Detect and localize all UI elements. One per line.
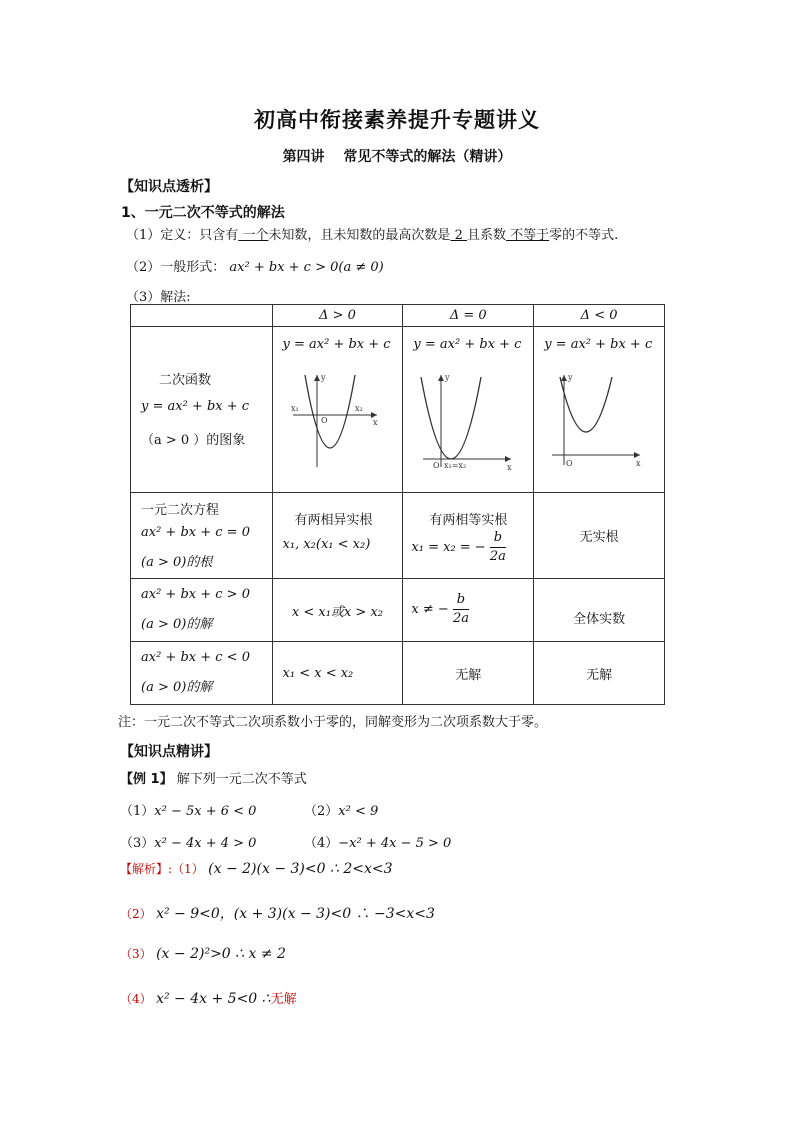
problem-formula: x² − 5x + 6 < 0 <box>154 804 257 819</box>
row-label-graph <box>131 327 273 493</box>
solution-formula: (x − 2)²>0 ∴ x ≠ 2 <box>156 946 286 962</box>
double-root-label: x₁=x₂ <box>444 461 467 470</box>
solution-2 <box>120 903 435 923</box>
less-solution-distinct: x₁ < x < x₂ <box>272 642 403 705</box>
def-part-2: 未知数，且未知数的最高次数是 <box>268 228 451 243</box>
problem-1 <box>120 800 256 819</box>
greater-solution-distinct: x < x₁或x > x₂ <box>272 579 403 642</box>
general-form-formula: ax² + bx + c > 0(a ≠ 0) <box>229 260 384 275</box>
y-axis-label: y <box>445 373 450 382</box>
solution-result: 无解 <box>270 992 297 1007</box>
problem-formula: x² < 9 <box>338 804 379 819</box>
parabola-no-root-graph <box>546 371 646 473</box>
greater-equal-lhs: x ≠ − <box>411 602 449 617</box>
header-delta-positive: Δ > 0 <box>272 305 403 327</box>
label-greater-solution: (a > 0)的解 <box>141 617 213 632</box>
formula-distinct-roots: x₁, x₂(x₁ < x₂) <box>282 537 371 552</box>
formula-equal-roots <box>411 529 505 566</box>
less-solution-equal: 无解 <box>403 642 534 705</box>
graph-cell-no-root <box>534 327 665 493</box>
greater-solution-equal <box>403 579 534 642</box>
less-solution-none: 无解 <box>534 642 665 705</box>
general-form-label: （2）一般形式： <box>126 260 226 275</box>
problem-2 <box>304 800 378 819</box>
formula-two-roots: y = ax² + bx + c <box>282 337 391 352</box>
example-label: 【例 1】 <box>120 772 173 787</box>
graph-cell-one-root <box>403 327 534 493</box>
page-title: 初高中衔接素养提升专题讲义 <box>254 108 540 132</box>
note-text: 注：一元二次不等式二次项系数小于零的，同解变形为二次项系数大于零。 <box>118 715 548 730</box>
fraction-numerator: b <box>490 529 506 548</box>
graph-cell-two-roots <box>272 327 403 493</box>
solution-number: :（1） <box>168 862 204 876</box>
origin-label: O <box>320 416 328 425</box>
fraction-b-over-2a <box>453 591 469 628</box>
fraction-denominator: 2a <box>489 549 506 564</box>
parabola-one-root-graph <box>417 371 517 473</box>
solution-formula: x² − 4x + 5<0 ∴ <box>156 991 271 1007</box>
table-corner-cell <box>131 305 273 327</box>
label-quadratic-function: 二次函数 <box>159 373 212 388</box>
solution-table <box>130 304 665 705</box>
solution-formula: x² − 9<0，(x + 3)(x − 3)<0 ∴ −3<x<3 <box>156 906 435 922</box>
label-quadratic-equation: 一元二次方程 <box>141 503 220 518</box>
label-graph-of: （a > 0 ）的图象 <box>141 433 246 448</box>
roots-cell-distinct <box>272 493 403 579</box>
text-equal-roots: 有两相等实根 <box>429 513 508 528</box>
text-distinct-roots: 有两相异实根 <box>294 513 373 528</box>
header-delta-negative: Δ < 0 <box>534 305 665 327</box>
y-axis-label: y <box>568 373 573 382</box>
solution-4 <box>120 988 297 1007</box>
solution-formula: (x − 2)(x − 3)<0 ∴ 2<x<3 <box>208 861 393 877</box>
formula-one-root: y = ax² + bx + c <box>413 337 522 352</box>
label-equation-formula: ax² + bx + c = 0 <box>141 525 250 540</box>
def-underline-1: 一个 <box>238 228 269 243</box>
section-knowledge-analysis: 【知识点透析】 <box>120 179 218 195</box>
roots-cell-equal <box>403 493 534 579</box>
solution-label: 【解析】 <box>120 862 169 876</box>
x-axis-label: x <box>372 418 378 427</box>
row-label-less <box>131 642 273 705</box>
label-less-inequality: ax² + bx + c < 0 <box>141 650 250 665</box>
y-axis-label: y <box>320 373 326 382</box>
row-label-roots <box>131 493 273 579</box>
fraction-b-over-2a <box>490 529 506 566</box>
origin-label: O <box>566 459 573 468</box>
def-underline-2: 2 <box>450 228 467 243</box>
parabola-two-roots-graph <box>285 371 385 473</box>
problem-4 <box>304 832 451 851</box>
roots-cell-none: 无实根 <box>534 493 665 579</box>
label-less-solution: (a > 0)的解 <box>141 680 213 695</box>
definition-line <box>126 224 618 243</box>
label-function-formula: y = ax² + bx + c <box>141 399 250 414</box>
x-axis-label: x <box>636 459 641 468</box>
problem-formula: −x² + 4x − 5 > 0 <box>338 836 452 851</box>
problem-3 <box>120 832 256 851</box>
solution-1 <box>120 860 393 877</box>
solution-number: （3） <box>120 947 152 961</box>
fraction-numerator: b <box>453 591 469 610</box>
lecture-subtitle: 第四讲 常见不等式的解法（精讲） <box>282 149 512 165</box>
problem-number: （3） <box>120 836 155 851</box>
greater-solution-none: 全体实数 <box>534 579 665 642</box>
label-greater-inequality: ax² + bx + c > 0 <box>141 587 250 602</box>
section-knowledge-lecture: 【知识点精讲】 <box>120 744 218 760</box>
header-delta-zero: Δ = 0 <box>403 305 534 327</box>
x-axis-label: x <box>507 463 512 472</box>
def-part-1: （1）定义：只含有 <box>126 228 239 243</box>
heading-quadratic-inequality: 1、一元二次不等式的解法 <box>121 205 285 221</box>
def-part-3: 且系数 <box>466 228 506 243</box>
def-underline-3: 不等于 <box>506 228 550 243</box>
solution-3 <box>120 945 286 962</box>
problem-number: （4） <box>304 836 339 851</box>
row-label-greater <box>131 579 273 642</box>
root-x1-label: x₁ <box>290 404 299 413</box>
example-text: 解下列一元二次不等式 <box>172 772 307 787</box>
problem-formula: x² − 4x + 4 > 0 <box>154 836 257 851</box>
method-label: （3）解法: <box>126 290 191 305</box>
solution-number: （2） <box>120 907 152 921</box>
equal-roots-lhs: x₁ = x₂ = − <box>411 540 486 555</box>
problem-number: （1） <box>120 804 155 819</box>
label-roots-of: (a > 0)的根 <box>141 555 213 570</box>
fraction-denominator: 2a <box>452 611 469 626</box>
origin-label: O <box>433 461 440 470</box>
solution-number: （4） <box>120 992 152 1006</box>
root-x2-label: x₂ <box>354 404 363 413</box>
general-form-line <box>126 256 384 275</box>
example-line <box>120 768 307 787</box>
def-part-4: 零的不等式. <box>549 228 619 243</box>
formula-no-root: y = ax² + bx + c <box>544 337 653 352</box>
problem-number: （2） <box>304 804 339 819</box>
